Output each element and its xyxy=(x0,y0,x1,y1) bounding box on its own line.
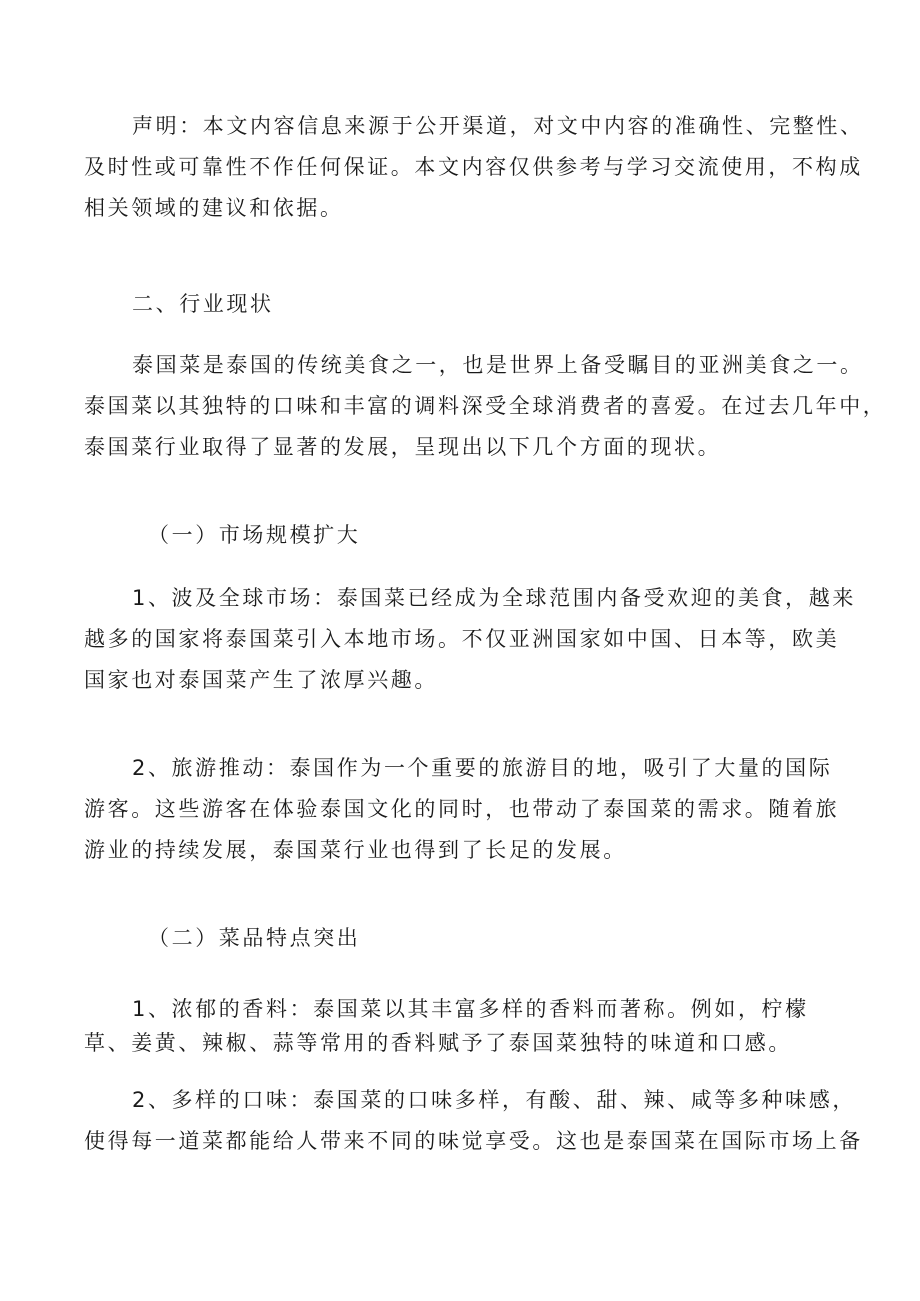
item-line: 越多的国家将泰国菜引入本地市场。不仅亚洲国家如中国、日本等，欧美 xyxy=(84,627,840,651)
subsection-heading-1 xyxy=(84,515,854,556)
intro-line: 泰国菜以其独特的口味和丰富的调料深受全球消费者的喜爱。在过去几年中， xyxy=(84,394,887,418)
item-line: 2、旅游推动：泰国作为一个重要的旅游目的地，吸引了大量的国际 xyxy=(132,756,833,780)
item-paragraph-2-1 xyxy=(84,989,854,1064)
item-paragraph-1-2 xyxy=(84,748,854,871)
item-line: 1、浓郁的香料：泰国菜以其丰富多样的香料而著称。例如，柠檬 xyxy=(132,997,809,1021)
item-line: 使得每一道菜都能给人带来不同的味觉享受。这也是泰国菜在国际市场上备 xyxy=(84,1129,863,1153)
disclaimer-line: 相关领域的建议和依据。 xyxy=(84,196,344,220)
disclaimer-line: 声明：本文内容信息来源于公开渠道，对文中内容的准确性、完整性、 xyxy=(132,114,864,138)
subsection-heading-text: （二）菜品特点突出 xyxy=(148,926,361,950)
section-heading xyxy=(84,284,854,325)
item-line: 2、多样的口味：泰国菜的口味多样，有酸、甜、辣、咸等多种味感， xyxy=(132,1088,856,1112)
intro-line: 泰国菜是泰国的传统美食之一，也是世界上备受瞩目的亚洲美食之一。 xyxy=(132,353,864,377)
disclaimer-line: 及时性或可靠性不作任何保证。本文内容仅供参考与学习交流使用，不构成 xyxy=(84,155,863,179)
item-line: 游客。这些游客在体验泰国文化的同时，也带动了泰国菜的需求。随着旅 xyxy=(84,797,840,821)
item-line: 草、姜黄、辣椒、蒜等常用的香料赋予了泰国菜独特的味道和口感。 xyxy=(84,1031,792,1055)
item-line: 1、波及全球市场：泰国菜已经成为全球范围内备受欢迎的美食，越来 xyxy=(132,586,856,610)
intro-line: 泰国菜行业取得了显著的发展，呈现出以下几个方面的现状。 xyxy=(84,435,722,459)
item-paragraph-1-1 xyxy=(84,578,854,701)
disclaimer-paragraph xyxy=(84,106,864,229)
subsection-heading-text: （一）市场规模扩大 xyxy=(148,523,361,547)
section-heading-text: 二、行业现状 xyxy=(132,292,274,316)
item-paragraph-2-2 xyxy=(84,1080,863,1162)
intro-paragraph xyxy=(84,345,887,468)
subsection-heading-2 xyxy=(84,918,854,959)
item-line: 国家也对泰国菜产生了浓厚兴趣。 xyxy=(84,668,438,692)
item-line: 游业的持续发展，泰国菜行业也得到了长足的发展。 xyxy=(84,838,627,862)
